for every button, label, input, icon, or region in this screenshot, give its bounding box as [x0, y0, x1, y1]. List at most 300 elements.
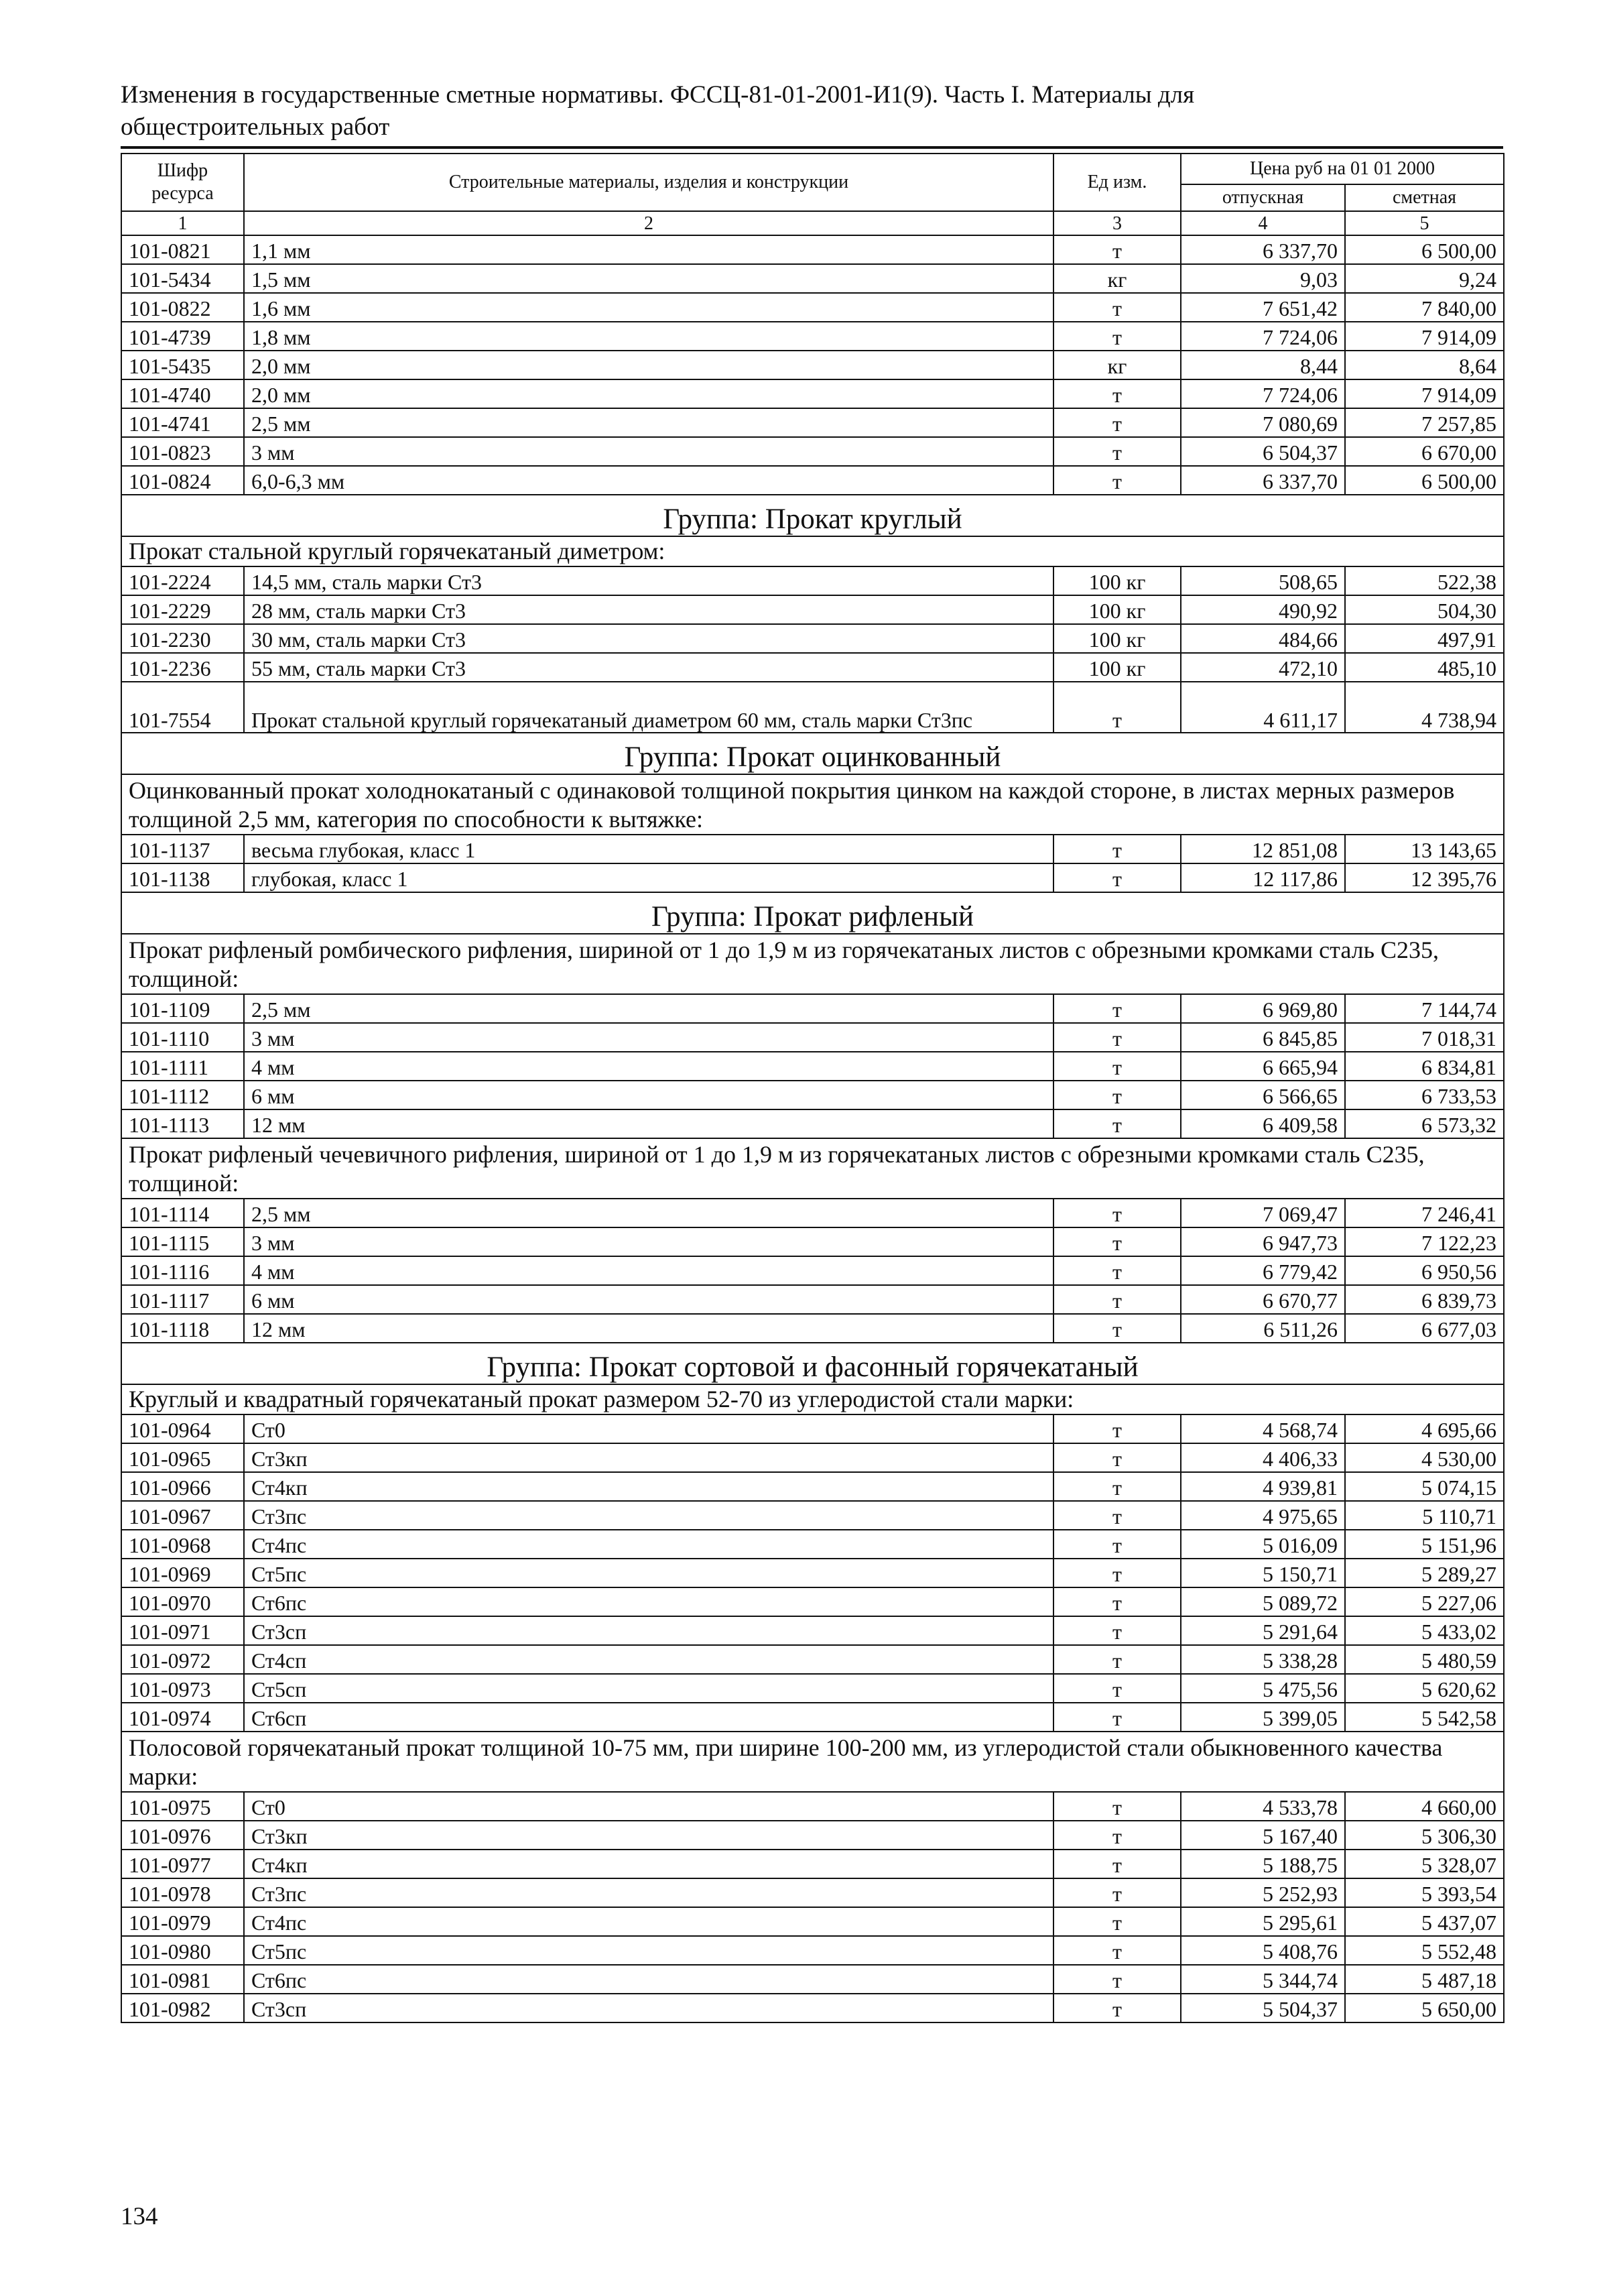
price-estimate: 7 246,41	[1345, 1199, 1504, 1227]
group-heading: Группа: Прокат рифленый	[121, 892, 1504, 934]
material-name: 28 мм, сталь марки Ст3	[244, 595, 1053, 624]
subgroup-description: Прокат рифленый ромбического рифления, шириной от 1 до 1,9 м из горячекатаных листов с обрезными кромками сталь С235, толщиной:	[121, 934, 1504, 994]
price-out: 6 504,37	[1181, 437, 1345, 466]
material-name: весьма глубокая, класс 1	[244, 835, 1053, 863]
price-estimate: 497,91	[1345, 624, 1504, 653]
price-out: 6 337,70	[1181, 235, 1345, 264]
subgroup-description: Оцинкованный прокат холоднокатаный с одинаковой толщиной покрытия цинком на каждой стороне, в листах мерных размеров толщиной 2,5 мм, категория по способности к вытяжке:	[121, 774, 1504, 835]
price-out: 7 651,42	[1181, 293, 1345, 322]
resource-code: 101-1118	[121, 1314, 244, 1343]
resource-code: 101-5435	[121, 351, 244, 379]
unit: т	[1053, 1674, 1181, 1703]
unit: т	[1053, 1052, 1181, 1081]
price-table	[121, 153, 1505, 2023]
price-estimate: 9,24	[1345, 264, 1504, 293]
unit: т	[1053, 1199, 1181, 1227]
group-heading-row	[121, 1343, 1504, 1384]
price-estimate: 5 480,59	[1345, 1645, 1504, 1674]
price-estimate: 6 950,56	[1345, 1256, 1504, 1285]
price-estimate: 5 650,00	[1345, 1994, 1504, 2022]
price-out: 5 252,93	[1181, 1878, 1345, 1907]
price-out: 4 406,33	[1181, 1443, 1345, 1472]
table-row	[121, 1965, 1504, 1994]
material-name: 2,0 мм	[244, 351, 1053, 379]
unit: 100 кг	[1053, 566, 1181, 595]
resource-code: 101-4740	[121, 379, 244, 408]
price-estimate: 12 395,76	[1345, 863, 1504, 892]
unit: т	[1053, 1559, 1181, 1587]
material-name: Ст0	[244, 1414, 1053, 1443]
unit: кг	[1053, 351, 1181, 379]
price-estimate: 7 018,31	[1345, 1023, 1504, 1052]
price-out: 6 566,65	[1181, 1081, 1345, 1109]
resource-code: 101-2230	[121, 624, 244, 653]
price-estimate: 5 487,18	[1345, 1965, 1504, 1994]
table-row	[121, 351, 1504, 379]
price-out: 4 533,78	[1181, 1792, 1345, 1821]
unit: т	[1053, 1285, 1181, 1314]
resource-code: 101-1110	[121, 1023, 244, 1052]
material-name: Ст6пс	[244, 1965, 1053, 1994]
unit: 100 кг	[1053, 624, 1181, 653]
resource-code: 101-1117	[121, 1285, 244, 1314]
column-number-row	[121, 211, 1504, 235]
table-row	[121, 1907, 1504, 1936]
price-out: 6 969,80	[1181, 994, 1345, 1023]
price-out: 5 291,64	[1181, 1616, 1345, 1645]
unit: т	[1053, 408, 1181, 437]
price-estimate: 5 227,06	[1345, 1587, 1504, 1616]
column-number: 1	[121, 211, 244, 235]
price-estimate: 522,38	[1345, 566, 1504, 595]
material-name: 2,5 мм	[244, 994, 1053, 1023]
subgroup-row	[121, 934, 1504, 994]
resource-code: 101-0969	[121, 1559, 244, 1587]
table-row	[121, 1109, 1504, 1138]
price-estimate: 6 670,00	[1345, 437, 1504, 466]
material-name: 3 мм	[244, 1023, 1053, 1052]
price-estimate: 5 393,54	[1345, 1878, 1504, 1907]
unit: т	[1053, 1792, 1181, 1821]
price-estimate: 6 500,00	[1345, 466, 1504, 495]
table-row	[121, 653, 1504, 682]
resource-code: 101-0822	[121, 293, 244, 322]
unit: кг	[1053, 264, 1181, 293]
price-out: 5 504,37	[1181, 1994, 1345, 2022]
price-out: 5 475,56	[1181, 1674, 1345, 1703]
table-row	[121, 322, 1504, 351]
price-out: 6 409,58	[1181, 1109, 1345, 1138]
table-row	[121, 1616, 1504, 1645]
unit: т	[1053, 994, 1181, 1023]
material-name: Ст3сп	[244, 1616, 1053, 1645]
material-name: Ст6пс	[244, 1587, 1053, 1616]
table-row	[121, 835, 1504, 863]
table-row	[121, 1530, 1504, 1559]
price-out: 5 408,76	[1181, 1936, 1345, 1965]
material-name: Ст3сп	[244, 1994, 1053, 2022]
price-out: 7 724,06	[1181, 322, 1345, 351]
resource-code: 101-1112	[121, 1081, 244, 1109]
price-out: 472,10	[1181, 653, 1345, 682]
material-name: 1,5 мм	[244, 264, 1053, 293]
material-name: 6 мм	[244, 1081, 1053, 1109]
table-row	[121, 1199, 1504, 1227]
price-estimate: 5 151,96	[1345, 1530, 1504, 1559]
resource-code: 101-1137	[121, 835, 244, 863]
table-row	[121, 1936, 1504, 1965]
unit: т	[1053, 1443, 1181, 1472]
price-estimate: 4 738,94	[1345, 682, 1504, 733]
price-estimate: 7 257,85	[1345, 408, 1504, 437]
material-name: 3 мм	[244, 437, 1053, 466]
unit: т	[1053, 1227, 1181, 1256]
subgroup-description: Круглый и квадратный горячекатаный прокат размером 52-70 из углеродистой стали марки:	[121, 1384, 1504, 1414]
price-out: 5 399,05	[1181, 1703, 1345, 1732]
document-header	[121, 79, 1488, 143]
header-line-2: общестроительных работ	[121, 113, 390, 141]
unit: т	[1053, 1530, 1181, 1559]
header-divider	[121, 146, 1503, 149]
resource-code: 101-7554	[121, 682, 244, 733]
subgroup-row	[121, 1732, 1504, 1792]
price-out: 7 080,69	[1181, 408, 1345, 437]
price-estimate: 6 733,53	[1345, 1081, 1504, 1109]
table-row	[121, 293, 1504, 322]
material-name: Ст4кп	[244, 1472, 1053, 1501]
material-name: Ст3кп	[244, 1821, 1053, 1850]
unit: т	[1053, 1616, 1181, 1645]
unit: т	[1053, 835, 1181, 863]
resource-code: 101-2236	[121, 653, 244, 682]
price-out: 5 167,40	[1181, 1821, 1345, 1850]
price-estimate: 5 620,62	[1345, 1674, 1504, 1703]
table-row	[121, 595, 1504, 624]
resource-code: 101-0964	[121, 1414, 244, 1443]
resource-code: 101-1109	[121, 994, 244, 1023]
table-row	[121, 1052, 1504, 1081]
price-estimate: 8,64	[1345, 351, 1504, 379]
price-out: 5 150,71	[1181, 1559, 1345, 1587]
resource-code: 101-0982	[121, 1994, 244, 2022]
column-number: 2	[244, 211, 1053, 235]
page-number: 134	[121, 2203, 158, 2230]
resource-code: 101-0972	[121, 1645, 244, 1674]
resource-code: 101-5434	[121, 264, 244, 293]
table-row	[121, 1559, 1504, 1587]
unit: т	[1053, 1109, 1181, 1138]
unit: т	[1053, 1414, 1181, 1443]
price-out: 5 338,28	[1181, 1645, 1345, 1674]
table-row	[121, 1023, 1504, 1052]
resource-code: 101-2224	[121, 566, 244, 595]
price-estimate: 5 289,27	[1345, 1559, 1504, 1587]
material-name: 2,0 мм	[244, 379, 1053, 408]
price-estimate: 7 122,23	[1345, 1227, 1504, 1256]
material-name: 1,6 мм	[244, 293, 1053, 322]
table-row	[121, 863, 1504, 892]
material-name: Ст0	[244, 1792, 1053, 1821]
material-name: Ст4кп	[244, 1850, 1053, 1878]
table-row	[121, 264, 1504, 293]
price-out: 5 016,09	[1181, 1530, 1345, 1559]
material-name: 14,5 мм, сталь марки Ст3	[244, 566, 1053, 595]
price-estimate: 5 074,15	[1345, 1472, 1504, 1501]
table-row	[121, 1443, 1504, 1472]
table-row	[121, 566, 1504, 595]
price-estimate: 5 306,30	[1345, 1821, 1504, 1850]
price-estimate: 6 839,73	[1345, 1285, 1504, 1314]
unit: т	[1053, 437, 1181, 466]
table-row	[121, 1792, 1504, 1821]
table-row	[121, 1674, 1504, 1703]
unit: т	[1053, 1023, 1181, 1052]
column-header-name: Строительные материалы, изделия и конструкции	[244, 154, 1053, 211]
table-row	[121, 1227, 1504, 1256]
price-out: 5 344,74	[1181, 1965, 1345, 1994]
material-name: Ст5сп	[244, 1674, 1053, 1703]
price-out: 484,66	[1181, 624, 1345, 653]
table-row	[121, 1645, 1504, 1674]
column-number: 5	[1345, 211, 1504, 235]
price-out: 6 947,73	[1181, 1227, 1345, 1256]
price-estimate: 504,30	[1345, 595, 1504, 624]
table-row	[121, 1414, 1504, 1443]
price-estimate: 4 695,66	[1345, 1414, 1504, 1443]
unit: т	[1053, 1501, 1181, 1530]
material-name: 3 мм	[244, 1227, 1053, 1256]
resource-code: 101-1113	[121, 1109, 244, 1138]
table-row	[121, 1256, 1504, 1285]
price-out: 6 779,42	[1181, 1256, 1345, 1285]
price-estimate: 7 914,09	[1345, 322, 1504, 351]
table-row	[121, 1081, 1504, 1109]
material-name: 12 мм	[244, 1109, 1053, 1138]
resource-code: 101-2229	[121, 595, 244, 624]
unit: 100 кг	[1053, 595, 1181, 624]
unit: т	[1053, 235, 1181, 264]
unit: т	[1053, 466, 1181, 495]
table-row	[121, 682, 1504, 733]
header-line-1: Изменения в государственные сметные нормативы. ФССЦ-81-01-2001-И1(9). Часть I. Материалы для	[121, 81, 1195, 109]
table-row	[121, 1878, 1504, 1907]
price-out: 8,44	[1181, 351, 1345, 379]
price-estimate: 6 573,32	[1345, 1109, 1504, 1138]
material-name: 1,8 мм	[244, 322, 1053, 351]
subgroup-description: Полосовой горячекатаный прокат толщиной 10-75 мм, при ширине 100-200 мм, из углеродистой стали обыкновенного качества марки:	[121, 1732, 1504, 1792]
material-name: глубокая, класс 1	[244, 863, 1053, 892]
group-heading: Группа: Прокат круглый	[121, 495, 1504, 536]
price-out: 6 665,94	[1181, 1052, 1345, 1081]
resource-code: 101-1116	[121, 1256, 244, 1285]
price-out: 6 511,26	[1181, 1314, 1345, 1343]
material-name: 2,5 мм	[244, 408, 1053, 437]
unit: т	[1053, 322, 1181, 351]
group-heading: Группа: Прокат оцинкованный	[121, 733, 1504, 774]
unit: т	[1053, 1936, 1181, 1965]
price-out: 12 851,08	[1181, 835, 1345, 863]
price-out: 9,03	[1181, 264, 1345, 293]
price-out: 6 845,85	[1181, 1023, 1345, 1052]
material-name: 4 мм	[244, 1052, 1053, 1081]
price-estimate: 4 530,00	[1345, 1443, 1504, 1472]
material-name: Ст5пс	[244, 1936, 1053, 1965]
group-heading-row	[121, 733, 1504, 774]
unit: т	[1053, 1821, 1181, 1850]
price-estimate: 7 840,00	[1345, 293, 1504, 322]
unit: т	[1053, 1878, 1181, 1907]
resource-code: 101-1115	[121, 1227, 244, 1256]
price-out: 6 337,70	[1181, 466, 1345, 495]
resource-code: 101-0974	[121, 1703, 244, 1732]
price-estimate: 13 143,65	[1345, 835, 1504, 863]
table-row	[121, 408, 1504, 437]
unit: 100 кг	[1053, 653, 1181, 682]
price-estimate: 6 834,81	[1345, 1052, 1504, 1081]
price-out: 5 295,61	[1181, 1907, 1345, 1936]
table-row	[121, 1285, 1504, 1314]
material-name: 12 мм	[244, 1314, 1053, 1343]
material-name: 4 мм	[244, 1256, 1053, 1285]
subgroup-description: Прокат стальной круглый горячекатаный диметром:	[121, 536, 1504, 566]
table-row	[121, 466, 1504, 495]
material-name: Ст3пс	[244, 1501, 1053, 1530]
unit: т	[1053, 1850, 1181, 1878]
table-row	[121, 1314, 1504, 1343]
table-row	[121, 1587, 1504, 1616]
table-row	[121, 994, 1504, 1023]
resource-code: 101-4741	[121, 408, 244, 437]
price-estimate: 5 552,48	[1345, 1936, 1504, 1965]
price-estimate: 5 110,71	[1345, 1501, 1504, 1530]
resource-code: 101-0823	[121, 437, 244, 466]
price-estimate: 7 914,09	[1345, 379, 1504, 408]
price-estimate: 6 500,00	[1345, 235, 1504, 264]
price-out: 5 188,75	[1181, 1850, 1345, 1878]
price-estimate: 5 437,07	[1345, 1907, 1504, 1936]
price-out: 12 117,86	[1181, 863, 1345, 892]
unit: т	[1053, 1081, 1181, 1109]
resource-code: 101-1111	[121, 1052, 244, 1081]
price-estimate: 5 328,07	[1345, 1850, 1504, 1878]
unit: т	[1053, 293, 1181, 322]
subgroup-description: Прокат рифленый чечевичного рифления, шириной от 1 до 1,9 м из горячекатаных листов с обрезными кромками сталь С235, толщиной:	[121, 1138, 1504, 1199]
table-row	[121, 235, 1504, 264]
price-out: 6 670,77	[1181, 1285, 1345, 1314]
resource-code: 101-0980	[121, 1936, 244, 1965]
unit: т	[1053, 863, 1181, 892]
resource-code: 101-0978	[121, 1878, 244, 1907]
material-name: Ст4пс	[244, 1907, 1053, 1936]
group-heading-row	[121, 495, 1504, 536]
group-heading-row	[121, 892, 1504, 934]
resource-code: 101-0824	[121, 466, 244, 495]
price-estimate: 7 144,74	[1345, 994, 1504, 1023]
table-row	[121, 1703, 1504, 1732]
price-estimate: 485,10	[1345, 653, 1504, 682]
price-estimate: 5 433,02	[1345, 1616, 1504, 1645]
price-out: 508,65	[1181, 566, 1345, 595]
material-name: Ст3пс	[244, 1878, 1053, 1907]
price-out: 4 611,17	[1181, 682, 1345, 733]
material-name: 55 мм, сталь марки Ст3	[244, 653, 1053, 682]
unit: т	[1053, 1587, 1181, 1616]
material-name: 6,0-6,3 мм	[244, 466, 1053, 495]
column-header-price: Цена руб на 01 01 2000	[1181, 154, 1504, 184]
price-out: 4 975,65	[1181, 1501, 1345, 1530]
table-row	[121, 379, 1504, 408]
unit: т	[1053, 1472, 1181, 1501]
material-name: 30 мм, сталь марки Ст3	[244, 624, 1053, 653]
subgroup-row	[121, 1384, 1504, 1414]
column-header-price-est: сметная	[1345, 184, 1504, 211]
resource-code: 101-0979	[121, 1907, 244, 1936]
table-body	[121, 235, 1504, 2022]
unit: т	[1053, 1965, 1181, 1994]
table-row	[121, 1472, 1504, 1501]
resource-code: 101-0981	[121, 1965, 244, 1994]
unit: т	[1053, 1994, 1181, 2022]
material-name: Ст3кп	[244, 1443, 1053, 1472]
price-out: 490,92	[1181, 595, 1345, 624]
material-name: 2,5 мм	[244, 1199, 1053, 1227]
material-name: 1,1 мм	[244, 235, 1053, 264]
unit: т	[1053, 1256, 1181, 1285]
resource-code: 101-0968	[121, 1530, 244, 1559]
resource-code: 101-0971	[121, 1616, 244, 1645]
column-header-code: Шифр ресурса	[121, 154, 244, 211]
material-name: Ст4сп	[244, 1645, 1053, 1674]
material-name: Прокат стальной круглый горячекатаный диаметром 60 мм, сталь марки Ст3пс	[244, 682, 1053, 733]
table-row	[121, 1501, 1504, 1530]
resource-code: 101-1114	[121, 1199, 244, 1227]
resource-code: 101-0970	[121, 1587, 244, 1616]
resource-code: 101-0967	[121, 1501, 244, 1530]
resource-code: 101-0976	[121, 1821, 244, 1850]
price-out: 5 089,72	[1181, 1587, 1345, 1616]
resource-code: 101-1138	[121, 863, 244, 892]
subgroup-row	[121, 536, 1504, 566]
table-row	[121, 1994, 1504, 2022]
table-row	[121, 624, 1504, 653]
resource-code: 101-4739	[121, 322, 244, 351]
price-estimate: 5 542,58	[1345, 1703, 1504, 1732]
material-name: 6 мм	[244, 1285, 1053, 1314]
column-header-price-out: отпускная	[1181, 184, 1345, 211]
subgroup-row	[121, 1138, 1504, 1199]
material-name: Ст5пс	[244, 1559, 1053, 1587]
price-estimate: 4 660,00	[1345, 1792, 1504, 1821]
resource-code: 101-0966	[121, 1472, 244, 1501]
material-name: Ст4пс	[244, 1530, 1053, 1559]
unit: т	[1053, 1314, 1181, 1343]
resource-code: 101-0977	[121, 1850, 244, 1878]
price-estimate: 6 677,03	[1345, 1314, 1504, 1343]
resource-code: 101-0973	[121, 1674, 244, 1703]
column-number: 3	[1053, 211, 1181, 235]
price-out: 7 069,47	[1181, 1199, 1345, 1227]
unit: т	[1053, 379, 1181, 408]
price-out: 4 939,81	[1181, 1472, 1345, 1501]
resource-code: 101-0975	[121, 1792, 244, 1821]
resource-code: 101-0965	[121, 1443, 244, 1472]
unit: т	[1053, 682, 1181, 733]
unit: т	[1053, 1703, 1181, 1732]
table-row	[121, 1821, 1504, 1850]
table-row	[121, 437, 1504, 466]
column-number: 4	[1181, 211, 1345, 235]
unit: т	[1053, 1907, 1181, 1936]
